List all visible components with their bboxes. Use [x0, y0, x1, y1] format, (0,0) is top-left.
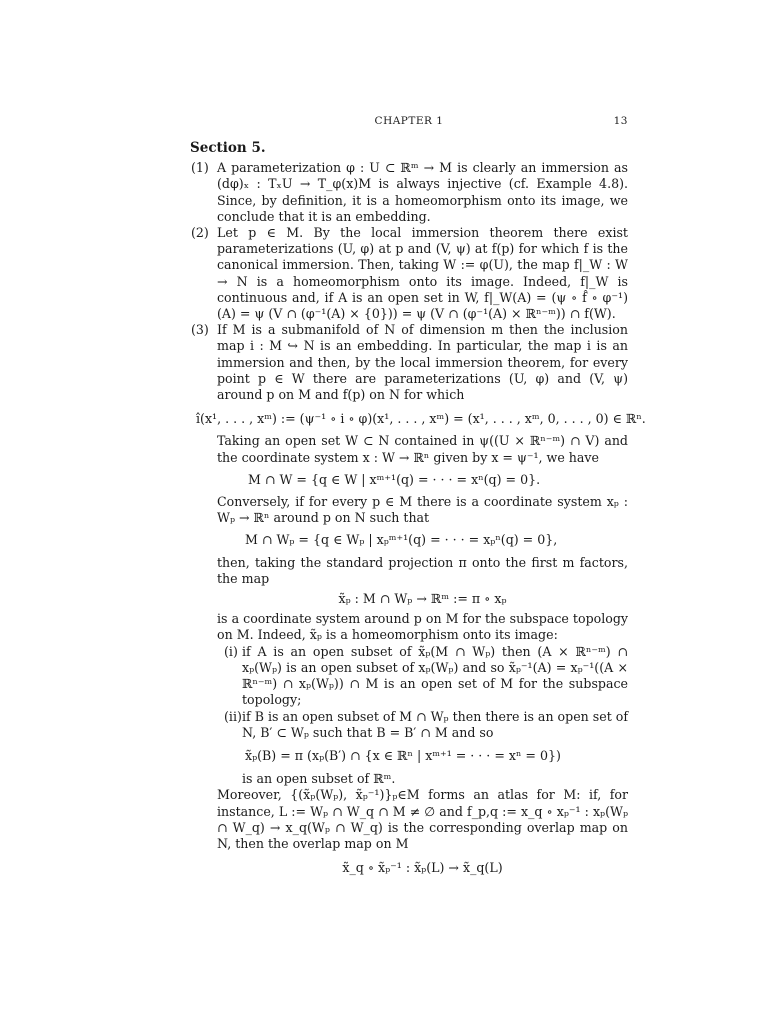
item-text: A parameterization φ : U ⊂ ℝᵐ → M is clearly an immersion as (dφ)ₓ : TₓU → T_φ(x)M is always injective (cf. Example 4.8). Since, by definition, it is a homeomorphism onto its image, we conclude that it is an embedding. — [217, 160, 628, 224]
item-number: (1) — [191, 160, 209, 176]
item-text: Let p ∈ M. By the local immersion theorem there exist parameterizations (U, φ) at p and (V, ψ) at f(p) for which f is the canonical immersion. Then, taking W := φ(U), the map f|_W : W → N is a homeomorphism onto its image. Indeed, f|_W is continuous and, if A is an open set in W, f|_W(A) = (ψ ∘ f̂ ∘ φ⁻¹)(A) = ψ (V ∩ (φ⁻¹(A) × {0})) = ψ (V ∩ (φ⁻¹(A) × ℝⁿ⁻ᵐ)) ∩ f(W). — [217, 225, 628, 322]
paragraph: Taking an open set W ⊂ N contained in ψ((U × ℝⁿ⁻ᵐ) ∩ V) and the coordinate system x : W → ℝⁿ given by x = ψ⁻¹, we have — [217, 433, 628, 465]
paragraph: Moreover, {(x̃ₚ(Wₚ), x̃ₚ⁻¹)}ₚ∈M forms an atlas for M: if, for instance, L := Wₚ ∩ W_q ∩ M ≠ ∅ and f_p,q := x_q ∘ xₚ⁻¹ : xₚ(Wₚ ∩ W_q) → x_q(Wₚ ∩ W_q) is the corresponding overlap map on N, then the overlap map on M — [217, 787, 628, 851]
page-number: 13 — [613, 115, 628, 127]
equation-MWp: M ∩ Wₚ = {q ∈ Wₚ | xₚᵐ⁺¹(q) = · · · = xₚⁿ(q) = 0}, — [245, 532, 558, 548]
sub-item-text: if A is an open subset of x̃ₚ(M ∩ Wₚ) then (A × ℝⁿ⁻ᵐ) ∩ xₚ(Wₚ) is an open subset of xₚ(Wₚ) and so x̃ₚ⁻¹(A) = xₚ⁻¹((A × ℝⁿ⁻ᵐ) ∩ xₚ(Wₚ)) ∩ M is an open set of M for the subspace topology; — [242, 643, 628, 708]
sub-list-item — [190, 709, 628, 741]
paragraph: is an open subset of ℝᵐ. — [242, 771, 396, 787]
paragraph: is a coordinate system around p on M for the subspace topology on M. Indeed, x̃ₚ is a homeomorphism onto its image: — [217, 611, 628, 643]
text-body — [190, 140, 646, 884]
equation-MW: M ∩ W = {q ∈ W | xᵐ⁺¹(q) = · · · = xⁿ(q) = 0}. — [248, 471, 541, 487]
chapter-label: CHAPTER 1 — [374, 115, 444, 127]
equation-ihat: î(x¹, . . . , xᵐ) := (ψ⁻¹ ∘ i ∘ φ)(x¹, . . . , xᵐ) = (x¹, . . . , xᵐ, 0, . . . , 0) ∈ ℝⁿ. — [196, 411, 646, 427]
equation-xtilde: x̃ₚ : M ∩ Wₚ → ℝᵐ := π ∘ xₚ — [338, 591, 507, 607]
list-item — [190, 225, 628, 322]
list-item — [190, 322, 628, 403]
paragraph: Conversely, if for every p ∈ M there is a coordinate system xₚ : Wₚ → ℝⁿ around p on N such that — [217, 494, 628, 526]
sub-item-text: if B is an open subset of M ∩ Wₚ then there is an open set of N, B′ ⊂ Wₚ such that B = B′ ∩ M and so — [242, 708, 628, 740]
section-title: Section 5. — [190, 140, 266, 156]
item-number: (2) — [191, 225, 209, 241]
item-number: (3) — [191, 322, 209, 338]
list-item — [190, 160, 628, 225]
sub-item-number: (ii) — [224, 708, 242, 724]
equation-overlap: x̃_q ∘ x̃ₚ⁻¹ : x̃ₚ(L) → x̃_q(L) — [342, 860, 503, 876]
paragraph: then, taking the standard projection π onto the first m factors, the map — [217, 554, 628, 586]
sub-item-number: (i) — [224, 643, 238, 659]
item-text: If M is a submanifold of N of dimension m then the inclusion map i : M ↪ N is an embedding. In particular, the map i is an immersion and then, by the local immersion theorem, for every point p ∈ W there are parameterizations (U, φ) and (V, ψ) around p on M and f(p) on N for which — [217, 322, 628, 403]
equation-B: x̃ₚ(B) = π (xₚ(B′) ∩ {x ∈ ℝⁿ | xᵐ⁺¹ = · · · = xⁿ = 0}) — [245, 747, 561, 763]
sub-list-item — [190, 644, 628, 709]
